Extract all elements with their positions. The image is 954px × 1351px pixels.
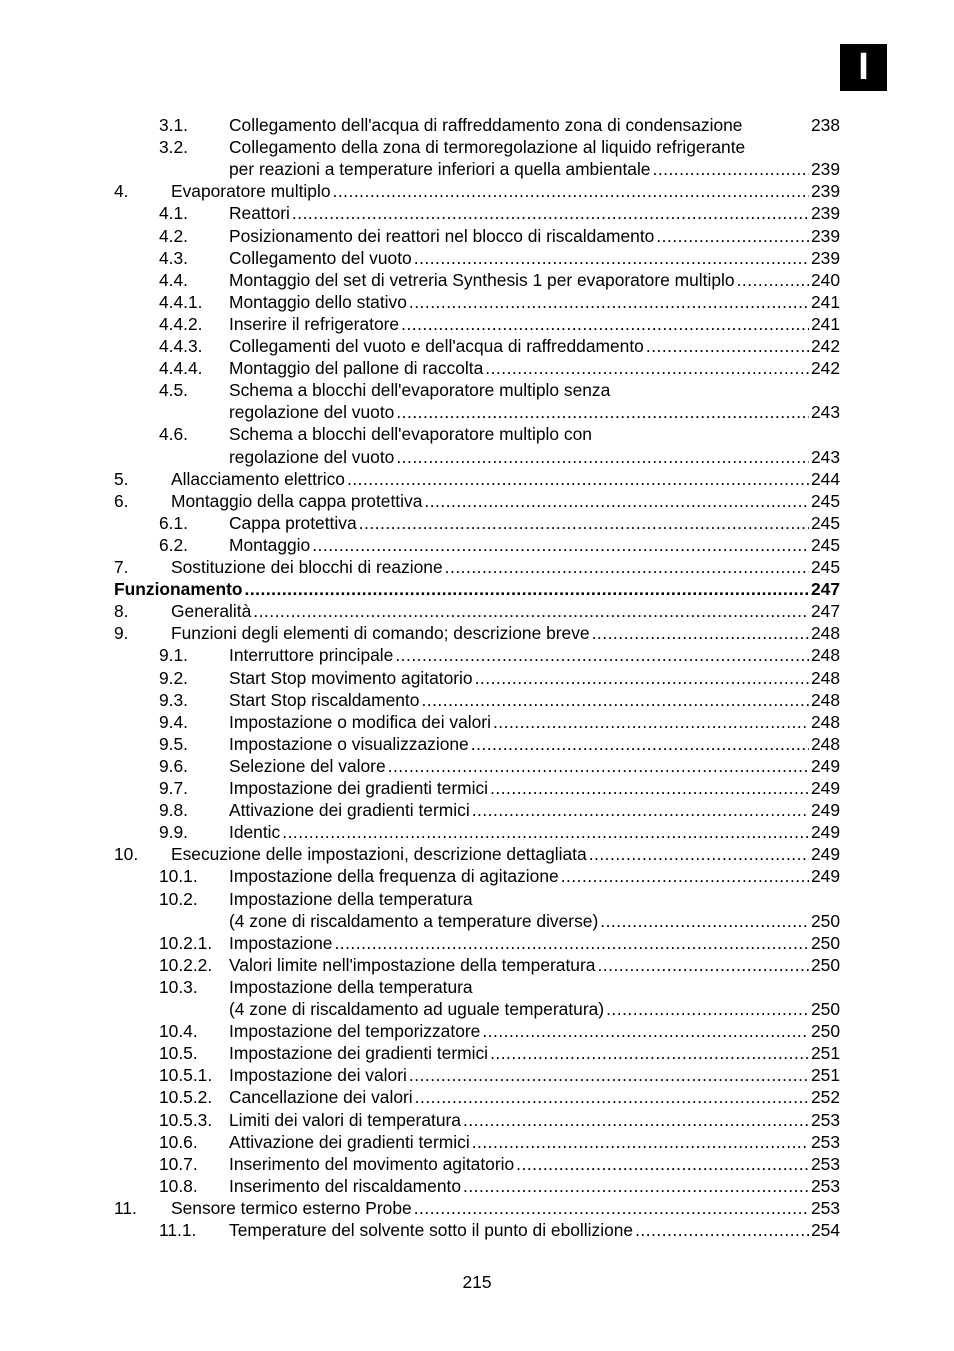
toc-entry-number: 11.1. [159,1220,197,1240]
toc-entry[interactable] [0,1153,954,1175]
toc-entry[interactable] [0,379,954,401]
toc-entry-title: regolazione del vuoto [229,446,395,467]
toc-entry-title: Montaggio dello stativo [229,291,407,312]
toc-dot-leader [415,1086,809,1108]
toc-entry-title: Collegamento della zona di termoregolazione al liquido refrigerante [229,137,746,158]
toc-entry-title: Schema a blocchi dell'evaporatore multiplo senza [229,380,611,401]
toc-entry-number: 4.5. [159,380,189,401]
toc-entry-page: 244 [810,468,840,489]
toc-entry-number: 4. [114,181,129,202]
toc-dot-leader [292,202,809,224]
toc-entry-page: 248 [810,711,840,732]
toc-entry[interactable] [0,556,954,578]
toc-entry-page: 247 [810,579,840,600]
toc-entry[interactable] [0,357,954,379]
toc-dot-leader [472,1131,809,1153]
toc-entry-title: Interruttore principale [229,645,394,666]
toc-entry-title: Impostazione dei gradienti termici [229,1043,489,1064]
toc-entry-page: 248 [810,733,840,754]
toc-entry[interactable] [0,799,954,821]
toc-entry-page: 239 [810,247,840,268]
toc-entry-title: Inserimento del riscaldamento [229,1175,461,1196]
toc-dot-leader [312,534,809,556]
toc-entry-page: 239 [810,225,840,246]
toc-entry-number: 4.6. [159,424,189,445]
toc-entry-title: Selezione del valore [229,755,386,776]
toc-entry-title: Sostituzione dei blocchi di reazione [171,557,443,577]
toc-entry-number: 9.6. [159,755,189,776]
toc-entry-page: 253 [810,1175,840,1196]
toc-entry[interactable] [0,269,954,291]
toc-dot-leader [333,180,809,202]
toc-entry-number: 10.5.2. [159,1087,213,1108]
toc-entry-title: Collegamento dell'acqua di raffreddamento zona di condensazione [229,115,743,135]
toc-entry-title: Montaggio del pallone di raccolta [229,358,484,379]
toc-entry[interactable] [0,1064,954,1086]
toc-entry-number: 4.4.4. [159,358,203,379]
toc-dot-leader [516,1153,809,1175]
toc-entry-number: 4.4.1. [159,291,203,312]
toc-entry[interactable] [0,843,954,865]
toc-entry[interactable] [0,512,954,534]
toc-entry-title: Valori limite nell'impostazione della temperatura [229,954,596,975]
toc-entry-number: 10.5.3. [159,1109,213,1130]
toc-entry-page: 249 [810,844,840,865]
toc-entry-title: Collegamenti del vuoto e dell'acqua di raffreddamento [229,336,644,356]
toc-entry-number: 10.8. [159,1175,198,1196]
toc-entry-title: Impostazione o modifica dei valori [229,711,491,732]
toc-entry-page: 248 [810,667,840,688]
toc-dot-leader [493,711,809,733]
toc-entry-page: 250 [810,999,840,1019]
toc-entry-title: Impostazione o visualizzazione [229,733,469,754]
toc-entry-title: Impostazione dei gradienti termici [229,778,489,798]
toc-dot-leader [409,291,809,313]
toc-entry[interactable] [0,998,954,1020]
toc-dot-leader [561,865,809,887]
toc-dot-leader [396,446,809,468]
toc-entry-title: Impostazione della temperatura [229,888,473,909]
toc-entry-page: 239 [810,181,840,202]
toc-entry-number: 9.7. [159,778,189,798]
toc-entry[interactable] [0,777,954,799]
toc-dot-leader [656,225,809,247]
toc-entry-number: 10.2.2. [159,954,213,975]
toc-entry-title: Cappa protettiva [229,512,357,533]
toc-dot-leader [396,401,809,423]
toc-dot-leader [472,799,809,821]
toc-entry[interactable] [0,755,954,777]
toc-entry-page: 240 [810,269,840,290]
toc-entry-page: 254 [810,1220,840,1240]
toc-entry-number: 9.3. [159,689,189,710]
toc-entry-number: 7. [114,557,129,577]
toc-entry-page: 253 [810,1131,840,1152]
language-tab [840,44,887,91]
toc-entry[interactable] [0,865,954,887]
toc-dot-leader [401,313,809,335]
toc-entry-number: 10.4. [159,1021,198,1042]
toc-entry-number: 8. [114,601,129,622]
toc-entry-title: (4 zone di riscaldamento a temperature diverse) [229,910,599,931]
toc-entry-page: 245 [810,512,840,533]
toc-entry[interactable] [0,446,954,468]
toc-dot-leader [414,1197,809,1219]
toc-entry-page: 248 [810,623,840,644]
toc-entry-title: Impostazione [229,932,333,953]
toc-entry-number: 10.6. [159,1131,198,1152]
toc-entry-number: 4.4.3. [159,336,203,356]
toc-dot-leader [424,490,809,512]
toc-entry-title: Start Stop movimento agitatorio [229,667,473,688]
toc-dot-leader [347,468,809,490]
toc-entry-title: per reazioni a temperature inferiori a quella ambientale [229,159,651,180]
toc-entry[interactable] [0,932,954,954]
toc-entry-page: 253 [810,1153,840,1174]
toc-entry-page: 249 [810,778,840,798]
toc-entry[interactable] [0,180,954,202]
toc-entry[interactable] [0,1086,954,1108]
toc-dot-leader [445,556,809,578]
toc-entry-number: 10.5. [159,1043,198,1064]
toc-dot-leader [414,247,809,269]
toc-entry-title: Start Stop riscaldamento [229,689,420,710]
toc-entry-page: 249 [810,822,840,843]
toc-entry-title: Impostazione del temporizzatore [229,1021,481,1042]
toc-entry-title: Attivazione dei gradienti termici [229,800,470,821]
toc-entry-title: Inserire il refrigeratore [229,313,400,334]
toc-entry-page: 250 [810,1021,840,1042]
toc-entry-page: 248 [810,645,840,666]
toc-dot-leader [245,578,809,600]
toc-entry[interactable] [0,468,954,490]
toc-dot-leader [652,158,809,180]
toc-entry-page: 252 [810,1087,840,1108]
toc-dot-leader [395,644,809,666]
toc-entry-title: Funzioni degli elementi di comando; descrizione breve [171,623,590,644]
toc-dot-leader [463,1175,809,1197]
toc-entry-page: 249 [810,800,840,821]
toc-entry-number: 9.4. [159,711,189,732]
toc-entry[interactable] [0,158,954,180]
toc-entry-title: Cancellazione dei valori [229,1087,413,1108]
toc-entry-title: Impostazione della frequenza di agitazione [229,866,559,887]
page-number: 215 [462,1272,492,1292]
toc-entry-title: Collegamento del vuoto [229,247,412,268]
toc-entry-title: Sensore termico esterno Probe [171,1197,412,1218]
toc-entry-number: 9. [114,623,129,644]
toc-dot-leader [597,954,809,976]
toc-entry[interactable] [0,1175,954,1197]
toc-entry[interactable] [0,225,954,247]
toc-entry-page: 250 [810,954,840,975]
toc-entry-number: 9.8. [159,800,189,821]
toc-entry-number: 9.1. [159,645,189,666]
toc-entry-number: 10. [114,844,139,865]
toc-entry-title: regolazione del vuoto [229,402,395,423]
toc-entry[interactable] [0,313,954,335]
toc-entry-page: 245 [810,557,840,577]
toc-entry-page: 245 [810,534,840,555]
toc-entry-title: Allacciamento elettrico [171,468,345,489]
toc-entry[interactable] [0,114,954,136]
toc-entry-number: 5. [114,468,129,489]
toc-entry-number: 9.2. [159,667,189,688]
toc-entry-number: 6. [114,490,129,511]
toc-entry-page: 250 [810,932,840,953]
toc-entry-title: Generalità [171,601,252,622]
toc-entry-number: 11. [114,1197,137,1218]
toc-entry-page: 253 [810,1197,840,1218]
toc-entry-title: Evaporatore multiplo [171,181,331,202]
toc-entry-number: 6.1. [159,512,189,533]
toc-entry-title: Impostazione dei valori [229,1065,407,1086]
toc-entry[interactable] [0,711,954,733]
toc-entry-title: (4 zone di riscaldamento ad uguale temperatura) [229,999,605,1019]
toc-entry-page: 250 [810,910,840,931]
toc-entry[interactable] [0,888,954,910]
toc-dot-leader [388,755,809,777]
toc-dot-leader [606,998,809,1020]
toc-entry-number: 4.4.2. [159,313,203,334]
toc-entry[interactable] [0,1042,954,1064]
toc-entry-page: 249 [810,866,840,887]
toc-entry-title: Temperature del solvente sotto il punto di ebollizione [229,1220,634,1240]
toc-dot-leader [471,733,809,755]
toc-entry-title: Montaggio della cappa protettiva [171,490,423,511]
toc-entry-number: 3.1. [159,115,189,135]
toc-entry[interactable] [0,534,954,556]
toc-entry-page: 249 [810,755,840,776]
toc-dot-leader [490,1042,809,1064]
toc-entry[interactable] [0,578,954,600]
toc-entry-page: 242 [810,358,840,379]
toc-entry-number: 10.3. [159,976,198,997]
toc-entry-page: 241 [810,313,840,334]
toc-entry-number: 10.5.1. [159,1065,213,1086]
toc-entry-number: 4.3. [159,247,189,268]
toc-entry-number: 10.1. [159,866,198,887]
toc-entry-title: Attivazione dei gradienti termici [229,1131,470,1152]
toc-entry[interactable] [0,667,954,689]
toc-entry-number: 4.2. [159,225,189,246]
toc-entry[interactable] [0,490,954,512]
toc-entry[interactable] [0,423,954,445]
toc-entry-number: 10.2. [159,888,198,909]
toc-entry-title: Impostazione della temperatura [229,976,473,997]
toc-entry-title: Limiti dei valori di temperatura [229,1109,461,1130]
toc-entry-title: Posizionamento dei reattori nel blocco di riscaldamento [229,225,655,246]
toc-entry[interactable] [0,291,954,313]
toc-entry-page: 245 [810,490,840,511]
toc-entry-page: 251 [810,1065,840,1086]
toc-entry[interactable] [0,1197,954,1219]
toc-entry-page: 253 [810,1109,840,1130]
toc-entry[interactable] [0,1131,954,1153]
toc-entry[interactable] [0,976,954,998]
toc-entry[interactable] [0,1219,954,1241]
toc-entry[interactable] [0,1109,954,1131]
toc-dot-leader [475,667,809,689]
toc-dot-leader [592,622,809,644]
toc-entry-title: Schema a blocchi dell'evaporatore multiplo con [229,424,592,445]
toc-entry-title: Esecuzione delle impostazioni, descrizione dettagliata [171,844,587,865]
toc-entry-page: 238 [810,115,840,135]
toc-entry-number: 6.2. [159,534,189,555]
toc-dot-leader [409,1064,809,1086]
toc-entry-title: Inserimento del movimento agitatorio [229,1153,515,1174]
toc-dot-leader [600,910,809,932]
toc-dot-leader [589,843,809,865]
toc-entry[interactable] [0,247,954,269]
toc-entry[interactable] [0,335,954,357]
toc-dot-leader [490,777,809,799]
toc-entry[interactable] [0,136,954,158]
toc-entry[interactable] [0,401,954,423]
toc-entry-page: 242 [810,336,840,356]
toc-entry[interactable] [0,644,954,666]
toc-dot-leader [485,357,809,379]
toc-dot-leader [737,269,809,291]
toc-entry-page: 241 [810,291,840,312]
toc-entry-number: 10.2.1. [159,932,213,953]
toc-entry-title: Reattori [229,203,290,224]
toc-entry-number: 9.5. [159,733,189,754]
toc-entry[interactable] [0,689,954,711]
toc-entry-number: 4.4. [159,269,189,290]
toc-entry[interactable] [0,622,954,644]
toc-dot-leader [421,689,809,711]
toc-entry-title: Montaggio del set di vetreria Synthesis 1 per evaporatore multiplo [229,269,735,290]
toc-dot-leader [646,335,809,357]
toc-entry-number: 9.9. [159,822,189,843]
toc-entry[interactable] [0,910,954,932]
toc-entry-number: 4.1. [159,203,189,224]
toc-entry-title: Identic [229,822,281,843]
toc-entry-page: 248 [810,689,840,710]
toc-entry-page: 239 [810,159,840,180]
toc-entry-title: Funzionamento [114,579,243,600]
toc-entry-page: 239 [810,203,840,224]
toc-entry[interactable] [0,954,954,976]
toc-entry-number: 10.7. [159,1153,198,1174]
toc-dot-leader [359,512,809,534]
toc-dot-leader [463,1109,809,1131]
toc-dot-leader [482,1020,809,1042]
language-tab-letter: I [858,46,869,88]
toc-entry-page: 243 [810,446,840,467]
toc-entry-title: Montaggio [229,534,311,555]
toc-dot-leader [334,932,809,954]
toc-entry-number: 3.2. [159,137,189,158]
toc-entry-page: 243 [810,402,840,423]
toc-entry[interactable] [0,202,954,224]
toc-entry[interactable] [0,821,954,843]
toc-entry[interactable] [0,600,954,622]
toc-entry-page: 247 [810,601,840,622]
toc-entry[interactable] [0,1020,954,1042]
toc-dot-leader [282,821,809,843]
toc-dot-leader [635,1219,809,1241]
toc-entry[interactable] [0,733,954,755]
toc-entry-page: 251 [810,1043,840,1064]
toc-dot-leader [253,600,809,622]
